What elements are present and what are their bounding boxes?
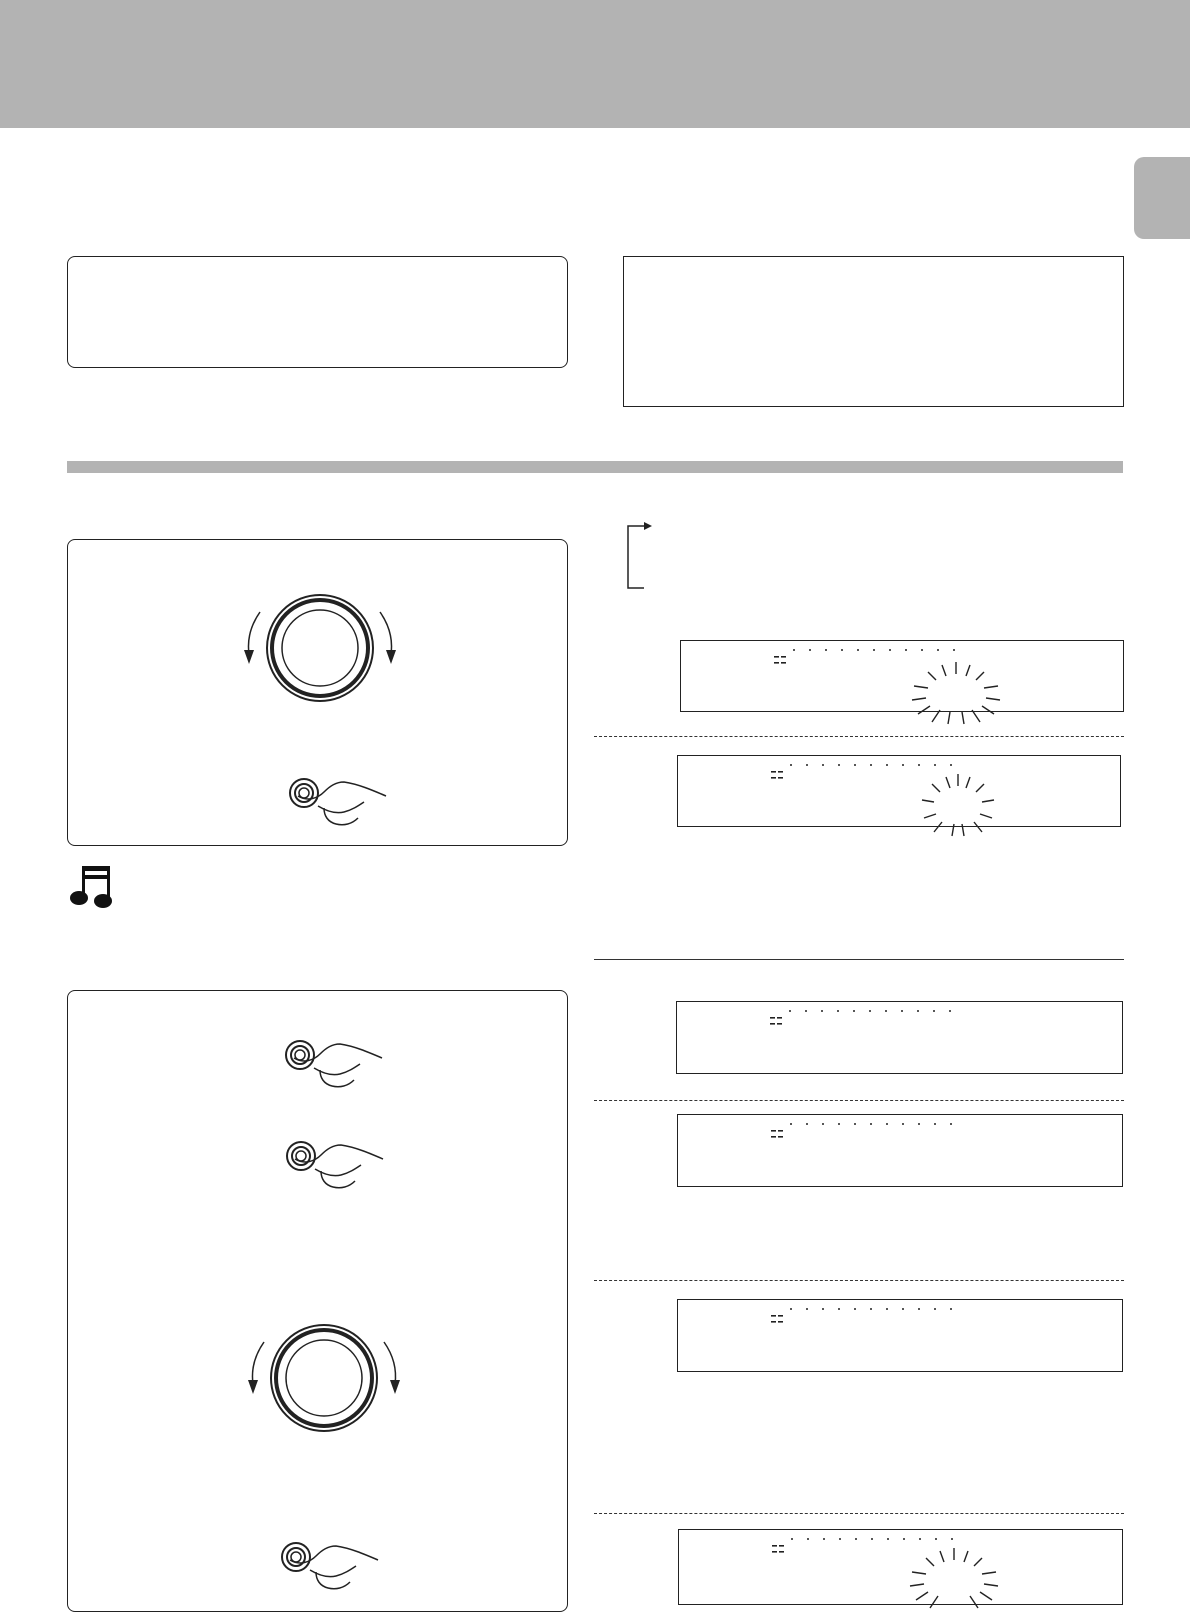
display-segment-marks [768, 1007, 988, 1029]
blinking-indicator-icon [906, 1546, 1002, 1612]
top-right-panel [623, 256, 1124, 407]
solid-separator [594, 959, 1124, 960]
loop-arrow-icon [622, 516, 652, 590]
jog-dial-icon [244, 1322, 404, 1442]
dashed-separator [594, 1280, 1124, 1281]
dashed-separator [594, 1513, 1124, 1514]
dashed-separator [594, 736, 1124, 737]
press-button-hand-icon [285, 1135, 385, 1195]
header-band [0, 0, 1190, 128]
blinking-indicator-icon [918, 772, 998, 838]
top-left-panel [67, 256, 568, 368]
press-button-hand-icon [284, 1034, 384, 1094]
press-button-hand-icon [280, 1536, 380, 1596]
section-divider-bar [67, 461, 1123, 473]
music-note-icon [70, 862, 114, 910]
display-segment-marks [769, 1120, 989, 1142]
press-button-hand-icon [288, 772, 388, 832]
section-tab [1134, 157, 1190, 239]
dashed-separator [594, 1100, 1124, 1101]
display-segment-marks [769, 1305, 989, 1327]
jog-dial-icon [240, 592, 400, 712]
blinking-indicator-icon [908, 660, 1004, 726]
